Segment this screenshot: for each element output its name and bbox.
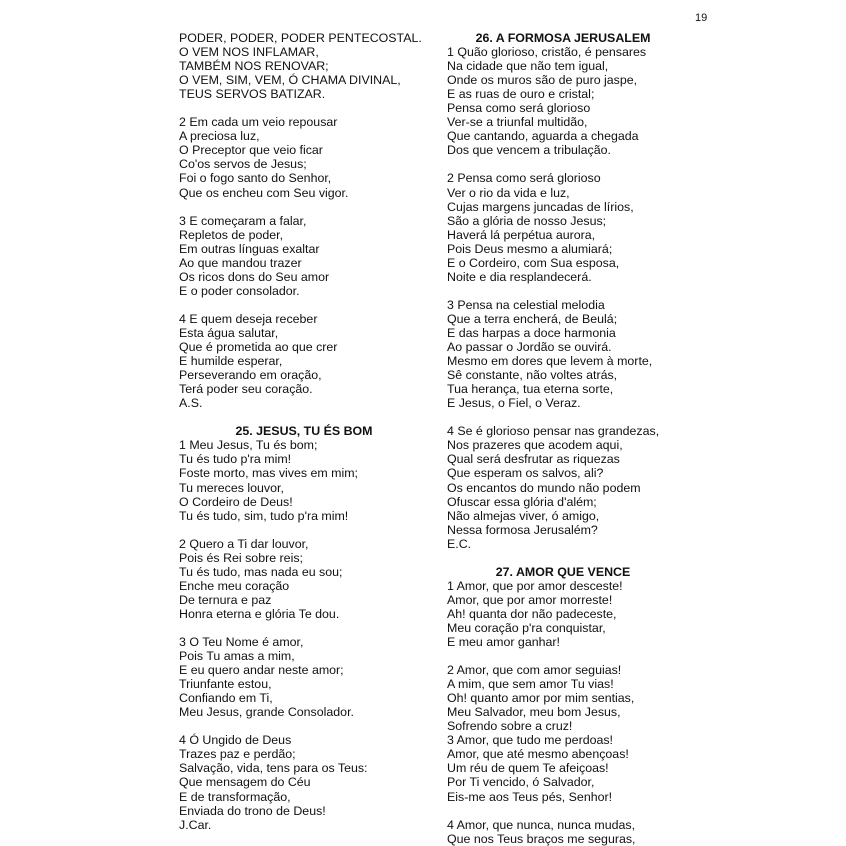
text-line: Que os encheu com Seu vigor. [179,185,349,200]
text-line: Pensa como será glorioso [447,101,591,116]
verse-block [179,438,429,522]
text-line: PODER, PODER, PODER PENTECOSTAL. [179,31,422,45]
text-line: Nos prazeres que acodem aqui, [447,438,623,453]
text-line: Que nos Teus braços me seguras, [447,831,636,846]
author-initials: J.Car. [179,817,212,832]
text-line: Pois Tu amas a mim, [179,649,295,664]
text-line: Que mensagem do Céu [179,775,311,790]
author-initials: A.S. [179,396,203,411]
text-line: 2 Amor, que com amor seguias! [447,663,622,678]
text-line: Foi o fogo santo do Senhor, [179,171,332,186]
text-line: Que é prometida ao que crer [179,340,338,355]
text-line: 2 Em cada um veio repousar [179,115,338,130]
text-line: Oh! quanto amor por mim sentias, [447,691,635,706]
text-line: Os ricos dons do Seu amor [179,269,330,284]
text-line: 3 Amor, que tudo me perdoas! [447,733,614,748]
text-line: Ver o rio da vida e luz, [447,185,570,200]
chorus-block [179,31,429,101]
page-number: 19 [695,12,708,24]
verse-block [447,424,679,550]
verse-block [179,537,429,621]
verse-block [447,818,679,846]
text-line: Tu és tudo, sim, tudo p'ra mim! [179,508,349,523]
verse-block [179,635,429,719]
text-line: TAMBÉM NOS RENOVAR; [179,59,329,74]
text-line: Tu és tudo p'ra mim! [179,452,292,467]
text-line: Repletos de poder, [179,227,284,242]
text-line: Haverá lá perpétua aurora, [447,227,596,242]
text-line: Dos que vencem a tribulação. [447,143,611,158]
text-line: Que esperam os salvos, ali? [447,466,604,481]
text-line: O Preceptor que veio ficar [179,143,323,158]
text-line: Enche meu coração [179,578,290,593]
text-line: 4 E quem deseja receber [179,311,318,326]
text-line: O VEM NOS INFLAMAR, [179,45,319,60]
text-line: 4 Ó Ungido de Deus [179,733,292,748]
text-line: 4 Se é glorioso pensar nas grandezas, [447,424,660,439]
text-line: Amor, que até mesmo abençoas! [447,747,629,762]
text-line: Ao passar o Jordão se ouvirá. [447,340,612,355]
text-line: Meu Salvador, meu bom Jesus, [447,705,621,720]
text-line: Sofrendo sobre a cruz! [447,719,573,734]
text-line: Um réu de quem Te afeiçoas! [447,761,609,776]
verse-block [447,171,679,283]
text-line: Foste morto, mas vives em mim; [179,466,359,481]
verse-block [447,579,679,649]
text-line: 3 E começaram a falar, [179,213,307,228]
text-line: Onde os muros são de puro jaspe, [447,73,638,88]
text-line: Honra eterna e glória Te dou. [179,606,340,621]
text-line: Os encantos do mundo não podem [447,480,641,495]
text-line: Na cidade que não tem igual, [447,59,609,74]
text-line: 2 Pensa como será glorioso [447,171,601,186]
text-line: 1 Quão glorioso, cristão, é pensares [447,45,647,60]
text-line: 2 Quero a Ti dar louvor, [179,536,309,551]
verse-block [179,733,429,831]
text-line: E eu quero andar neste amor; [179,663,344,678]
text-line: E o poder consolador. [179,283,300,298]
text-line: Tu mereces louvor, [179,480,284,495]
text-line: Enviada do trono de Deus! [179,803,326,818]
text-line: E de transformação, [179,789,291,804]
hymn-title: 25. JESUS, TU ÉS BOM [235,424,373,439]
text-line: O Cordeiro de Deus! [179,494,293,509]
text-line: Que a terra encherá, de Beulá; [447,311,618,326]
text-line: De ternura e paz [179,592,272,607]
text-line: Salvação, vida, tens para os Teus: [179,761,368,776]
text-line: Que cantando, aguarda a chegada [447,129,639,144]
verse-block [179,312,429,410]
text-line: E as ruas de ouro e cristal; [447,87,595,102]
verse-block [447,45,679,157]
text-line: E das harpas a doce harmonia [447,325,616,340]
text-line: Ver-se a triunfal multidão, [447,115,588,130]
text-line: Sê constante, não voltes atrás, [447,368,618,383]
text-line: Ah! quanta dor não padeceste, [447,606,617,621]
text-line: São a glória de nosso Jesus; [447,213,607,228]
verse-block [447,298,679,410]
text-line: Tu és tudo, mas nada eu sou; [179,564,343,579]
hymn-title: 26. A FORMOSA JERUSALEM [475,31,651,45]
text-line: E meu amor ganhar! [447,635,560,650]
text-line: Trazes paz e perdão; [179,747,296,762]
text-line: 4 Amor, que nunca, nunca mudas, [447,817,636,832]
left-column [179,31,429,832]
text-line: Noite e dia resplandecerá. [447,269,592,284]
text-line: E Jesus, o Fiel, o Veraz. [447,396,581,411]
text-line: E o Cordeiro, com Sua esposa, [447,255,620,270]
text-line: Meu Jesus, grande Consolador. [179,705,354,720]
text-line: Ao que mandou trazer [179,255,302,270]
right-column [447,31,679,846]
verse-block [179,214,429,298]
text-line: TEUS SERVOS BATIZAR. [179,87,326,102]
text-line: 3 Pensa na celestial melodia [447,297,605,312]
text-line: Terá poder seu coração. [179,382,313,397]
text-line: Por Ti vencido, ó Salvador, [447,775,595,790]
text-line: A mim, que sem amor Tu vias! [447,677,614,692]
verse-block [447,663,679,803]
author-initials: E.C. [447,536,472,551]
text-line: Tua herança, tua eterna sorte, [447,382,614,397]
text-line: Qual será desfrutar as riquezas [447,452,620,467]
hymn-title: 27. AMOR QUE VENCE [495,564,631,579]
text-line: O VEM, SIM, VEM, Ó CHAMA DIVINAL, [179,73,401,88]
text-line: 1 Amor, que por amor desceste! [447,578,623,593]
text-line: Eis-me aos Teus pés, Senhor! [447,789,613,804]
verse-block [179,115,429,199]
text-line: Em outras línguas exaltar [179,241,320,256]
text-line: Ofuscar essa glória d'além; [447,494,597,509]
text-line: Cujas margens juncadas de lírios, [447,199,634,214]
text-line: 3 O Teu Nome é amor, [179,635,304,650]
text-line: Amor, que por amor morreste! [447,592,613,607]
text-line: A preciosa luz, [179,129,260,144]
text-line: Co'os servos de Jesus; [179,157,307,172]
text-line: Pois Deus mesmo a alumiará; [447,241,613,256]
text-line: E humilde esperar, [179,354,283,369]
text-line: Confiando em Ti, [179,691,273,706]
text-line: Esta água salutar, [179,325,279,340]
text-line: 1 Meu Jesus, Tu és bom; [179,438,318,453]
text-line: Não almejas viver, ó amigo, [447,508,600,523]
text-line: Nessa formosa Jerusalém? [447,522,598,537]
text-line: Perseverando em oração, [179,368,322,383]
text-line: Triunfante estou, [179,677,272,692]
text-line: Mesmo em dores que levem à morte, [447,354,653,369]
text-line: Pois és Rei sobre reis; [179,550,303,565]
text-line: Meu coração p'ra conquistar, [447,620,606,635]
